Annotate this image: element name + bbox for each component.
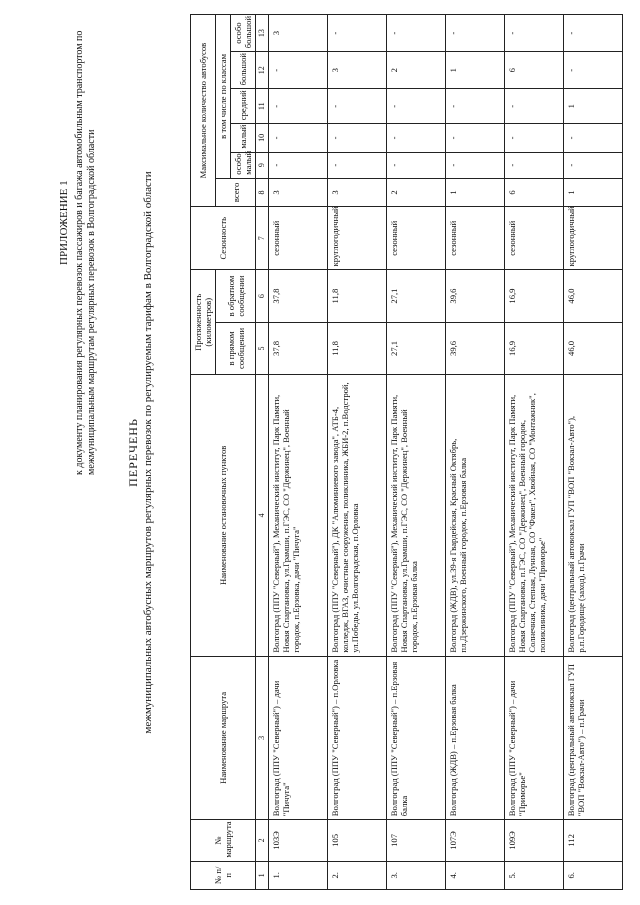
row-number: 2.: [328, 861, 387, 889]
length-forward: 39,6: [446, 322, 505, 374]
route-number: 112: [564, 820, 623, 861]
bus-total: 3: [328, 178, 387, 206]
stop-list: Волгоград (ЖДВ), ул.39-я Гвардейская, Красный Октябрь, пл.Дзержинского, Военный городок, п.Ерзовая балка: [446, 375, 505, 656]
stop-list: Волгоград (ППУ "Северный"), Механический институт, Парк Памяти, Новая Спартановка, п.ГЭС, СО "Держинец", Военный городок, Солнечная, Степная, Лунная, СО "Факел", Хвойная, СО "Монтажник", поликлиника, дачи "Приморье": [505, 375, 564, 656]
length-back: 39,6: [446, 270, 505, 322]
column-number: 4: [256, 375, 269, 656]
route-name: Волгоград (центральный автовокзал ГУП "ВОП "Вокзал-Авто") – п.Грачи: [564, 656, 623, 820]
header-route-name: Наименование маршрута: [191, 656, 256, 820]
row-number: 5.: [505, 861, 564, 889]
list-heading: ПЕРЕЧЕНЬ: [126, 418, 140, 487]
column-number: 5: [256, 322, 269, 374]
length-back: 16,9: [505, 270, 564, 322]
length-back: 27,1: [387, 270, 446, 322]
header-length: Протяженность (километров): [191, 270, 216, 375]
bus-very-small: -: [446, 152, 505, 178]
route-number: 109Э: [505, 820, 564, 861]
bus-medium: -: [505, 89, 564, 124]
column-number: 1: [256, 861, 269, 889]
bus-medium: -: [446, 89, 505, 124]
bus-medium: 1: [564, 89, 623, 124]
route-name: Волгоград (ППУ "Северный") – п.Ерзовая балка: [387, 656, 446, 820]
route-number: 103Э: [269, 820, 328, 861]
row-number: 6.: [564, 861, 623, 889]
bus-medium: -: [387, 89, 446, 124]
bus-very-small: -: [269, 152, 328, 178]
length-forward: 37,8: [269, 322, 328, 374]
season: сезонный: [505, 207, 564, 270]
route-name: Волгоград (ППУ "Северный") – дачи "Приморье": [505, 656, 564, 820]
length-forward: 16,9: [505, 322, 564, 374]
column-number: 2: [256, 820, 269, 861]
column-number: 6: [256, 270, 269, 322]
header-large: большой: [231, 52, 256, 89]
header-length-forward: в прямом сообщении: [216, 322, 256, 374]
bus-large: -: [564, 52, 623, 89]
header-max-buses: Максимальное количество автобусов: [191, 15, 216, 207]
bus-total: 1: [564, 178, 623, 206]
header-total: всего: [216, 178, 256, 206]
table-body: [269, 15, 623, 890]
header-length-back: в обратном сообщении: [216, 270, 256, 322]
routes-table: [190, 14, 623, 890]
column-number: 9: [256, 152, 269, 178]
route-name: Волгоград (ППУ "Северный") – п.Орловка: [328, 656, 387, 820]
bus-very-small: -: [387, 152, 446, 178]
header-very-small: особо малый: [231, 152, 256, 178]
bus-very-large: -: [505, 15, 564, 52]
stop-list: Волгоград (ППУ "Северный"), Механический институт, Парк Памяти, Новая Спартановка, ул.Грамши, п.ГЭС, СО "Держинец", Военный городок, п.Ерзовая балка: [387, 375, 446, 656]
bus-large: -: [269, 52, 328, 89]
bus-large: 6: [505, 52, 564, 89]
appendix-title: ПРИЛОЖЕНИЕ 1: [58, 180, 70, 265]
table-row: [387, 15, 446, 890]
bus-small: -: [446, 124, 505, 152]
length-back: 46,0: [564, 270, 623, 322]
header-by-class: в том числе по классам: [216, 15, 231, 179]
season: круглогодичный: [564, 207, 623, 270]
bus-very-large: -: [564, 15, 623, 52]
bus-very-large: -: [328, 15, 387, 52]
bus-small: -: [328, 124, 387, 152]
header-medium: средний: [231, 89, 256, 124]
length-back: 11,8: [328, 270, 387, 322]
stop-list: Волгоград (центральный автовокзал ГУП "ВОП "Вокзал-Авто"), р.п.Городище (заход), п.Грачи: [564, 375, 623, 656]
bus-very-small: -: [328, 152, 387, 178]
column-number: 3: [256, 656, 269, 820]
season: сезонный: [387, 207, 446, 270]
bus-very-large: -: [387, 15, 446, 52]
bus-small: -: [505, 124, 564, 152]
header-num: № п/п: [191, 861, 256, 889]
bus-large: 3: [328, 52, 387, 89]
table-row: [564, 15, 623, 890]
stop-list: Волгоград (ППУ "Северный"), Механический институт, Парк Памяти, Новая Спартановка, ул.Грамши, п.ГЭС, СО "Держинец", Военный городок, п.Ерзовка, дачи "Пичуга": [269, 375, 328, 656]
bus-very-large: -: [446, 15, 505, 52]
table-row: [505, 15, 564, 890]
list-subheading: межмуниципальных автобусных маршрутов регулярных перевозок по регулируемым тарифам в Волгоградской области: [142, 171, 154, 734]
length-forward: 11,8: [328, 322, 387, 374]
stop-list: Волгоград (ППУ "Северный"), ДК "Алюминиевого завода", АТБ-4, колледж, ВГАЗ, очистные сооружения, поликлиника, ЖБИ-2, п.Водстрой, ул.Победы, ул.Волгоградская, п.Орловка: [328, 375, 387, 656]
header-route-no: № маршрута: [191, 820, 256, 861]
column-number: 10: [256, 124, 269, 152]
column-number: 13: [256, 15, 269, 52]
table-row: [328, 15, 387, 890]
length-forward: 46,0: [564, 322, 623, 374]
length-back: 37,8: [269, 270, 328, 322]
season: круглогодичный: [328, 207, 387, 270]
season: сезонный: [446, 207, 505, 270]
table-row: [446, 15, 505, 890]
bus-very-small: -: [505, 152, 564, 178]
route-number: 107Э: [446, 820, 505, 861]
bus-small: -: [269, 124, 328, 152]
bus-large: 2: [387, 52, 446, 89]
season: сезонный: [269, 207, 328, 270]
table-row: [269, 15, 328, 890]
route-number: 107: [387, 820, 446, 861]
route-number: 105: [328, 820, 387, 861]
bus-total: 6: [505, 178, 564, 206]
bus-large: 1: [446, 52, 505, 89]
route-name: Волгоград (ЖДВ) – п.Ерзовая балка: [446, 656, 505, 820]
row-number: 1.: [269, 861, 328, 889]
appendix-text: к документу планирования регулярных перевозок пассажиров и багажа автомобильным транспортом по межмуниципальным маршрутам регулярных перевозок в Волгоградской области: [74, 30, 97, 475]
bus-medium: -: [269, 89, 328, 124]
length-forward: 27,1: [387, 322, 446, 374]
bus-medium: -: [328, 89, 387, 124]
bus-total: 2: [387, 178, 446, 206]
route-name: Волгоград (ППУ "Северный") – дачи "Пичуга": [269, 656, 328, 820]
row-number: 4.: [446, 861, 505, 889]
bus-very-small: -: [564, 152, 623, 178]
header-very-large: особо большой: [231, 15, 256, 52]
column-number: 12: [256, 52, 269, 89]
bus-small: -: [387, 124, 446, 152]
header-small: малый: [231, 124, 256, 152]
bus-very-large: 3: [269, 15, 328, 52]
bus-total: 1: [446, 178, 505, 206]
row-number: 3.: [387, 861, 446, 889]
header-stops: Наименование остановочных пунктов: [191, 375, 256, 656]
bus-small: -: [564, 124, 623, 152]
column-number: 7: [256, 207, 269, 270]
header-season: Сезонность: [191, 207, 256, 270]
bus-total: 3: [269, 178, 328, 206]
column-number: 11: [256, 89, 269, 124]
column-number: 8: [256, 178, 269, 206]
